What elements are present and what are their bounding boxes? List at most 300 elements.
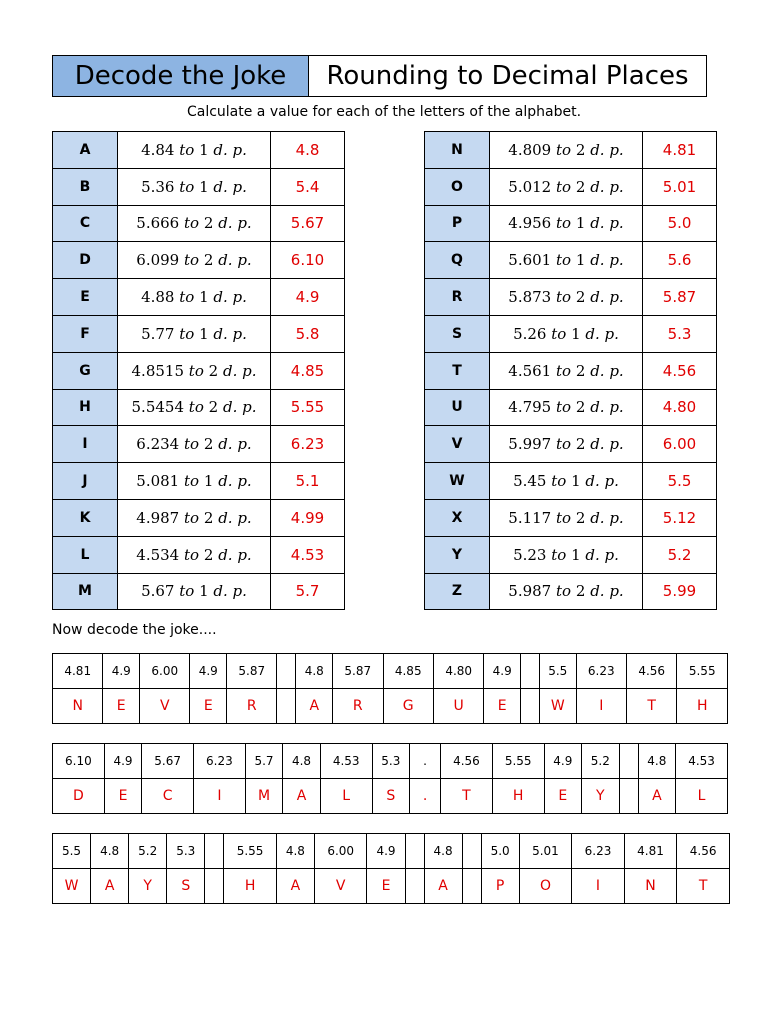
decode-number: 5.67 xyxy=(142,744,194,779)
key-letter: H xyxy=(53,389,118,426)
decode-letter: O xyxy=(519,869,572,904)
decode-number: . xyxy=(410,744,441,779)
key-row xyxy=(425,463,717,500)
expr-to: to xyxy=(179,140,195,159)
expr-number: 5.5454 xyxy=(131,398,185,417)
key-answer: 5.12 xyxy=(643,499,717,536)
key-expression xyxy=(118,315,271,352)
key-letter: I xyxy=(53,426,118,463)
key-expression xyxy=(118,242,271,279)
expr-dp: d. p. xyxy=(213,324,247,343)
decode-letter: M xyxy=(245,779,283,814)
decode-letter: A xyxy=(296,689,333,724)
key-answer: 5.3 xyxy=(643,315,717,352)
decode-letter: V xyxy=(314,869,367,904)
key-letter: Y xyxy=(425,536,490,573)
expr-places: 1 xyxy=(571,324,581,343)
expr-number: 5.23 xyxy=(513,545,547,564)
expr-to: to xyxy=(556,140,572,159)
decode-row-2 xyxy=(52,743,728,814)
expr-places: 2 xyxy=(575,508,586,527)
expr-places: 2 xyxy=(575,435,586,454)
expr-places: 2 xyxy=(575,288,586,307)
key-row xyxy=(53,573,345,610)
word-gap xyxy=(205,834,224,869)
decode-number: 6.00 xyxy=(140,654,190,689)
word-gap xyxy=(462,869,481,904)
key-row xyxy=(53,352,345,389)
decode-letter: A xyxy=(283,779,321,814)
word-gap xyxy=(619,744,638,779)
decode-number: 4.9 xyxy=(484,654,521,689)
decode-number: 4.81 xyxy=(624,834,677,869)
decode-number: 5.3 xyxy=(372,744,410,779)
expr-places: 2 xyxy=(203,435,214,454)
expr-to: to xyxy=(179,288,195,307)
expr-number: 6.099 xyxy=(136,251,180,270)
key-row xyxy=(425,242,717,279)
expr-number: 5.67 xyxy=(141,582,175,601)
key-answer: 4.81 xyxy=(643,132,717,169)
decode-number: 4.80 xyxy=(433,654,483,689)
decode-number: 4.8 xyxy=(91,834,129,869)
expr-number: 4.88 xyxy=(141,288,175,307)
expr-to: to xyxy=(184,251,200,270)
decode-number: 5.5 xyxy=(539,654,576,689)
decode-row-1 xyxy=(52,653,728,724)
expr-dp: d. p. xyxy=(590,508,624,527)
key-letter: F xyxy=(53,315,118,352)
expr-to: to xyxy=(551,472,567,491)
key-expression xyxy=(118,463,271,500)
expr-to: to xyxy=(179,582,195,601)
decode-letter: . xyxy=(410,779,441,814)
key-answer: 5.87 xyxy=(643,279,717,316)
decode-number: 4.9 xyxy=(104,744,142,779)
decode-letter: H xyxy=(492,779,544,814)
decode-letter: L xyxy=(676,779,728,814)
expr-to: to xyxy=(184,214,200,233)
decode-number: 5.55 xyxy=(677,654,728,689)
decode-number: 4.8 xyxy=(638,744,676,779)
decode-number: 4.56 xyxy=(441,744,493,779)
expr-dp: d. p. xyxy=(213,177,247,196)
key-answer: 5.99 xyxy=(643,573,717,610)
expr-to: to xyxy=(556,251,572,270)
expr-dp: d. p. xyxy=(585,324,619,343)
key-row xyxy=(425,315,717,352)
key-answer: 4.8 xyxy=(271,132,345,169)
expr-dp: d. p. xyxy=(585,472,619,491)
decode-number: 4.8 xyxy=(296,654,333,689)
key-row xyxy=(425,279,717,316)
expr-places: 1 xyxy=(575,214,586,233)
expr-places: 2 xyxy=(575,582,586,601)
decode-number: 4.81 xyxy=(53,654,103,689)
key-row xyxy=(53,132,345,169)
key-row xyxy=(425,168,717,205)
title-decode-joke: Decode the Joke xyxy=(53,56,309,96)
decode-letter: C xyxy=(142,779,194,814)
key-letter: Z xyxy=(425,573,490,610)
key-letter: T xyxy=(425,352,490,389)
key-answer: 5.0 xyxy=(643,205,717,242)
key-answer: 5.01 xyxy=(643,168,717,205)
decode-letter: G xyxy=(383,689,433,724)
expr-places: 1 xyxy=(199,288,209,307)
key-expression xyxy=(490,205,643,242)
expr-number: 6.234 xyxy=(136,435,180,454)
key-expression xyxy=(490,352,643,389)
expr-number: 5.36 xyxy=(141,177,175,196)
key-row xyxy=(53,279,345,316)
expr-places: 1 xyxy=(199,140,209,159)
decode-letter: I xyxy=(194,779,246,814)
expr-to: to xyxy=(556,582,572,601)
expr-to: to xyxy=(556,508,572,527)
expr-number: 4.8515 xyxy=(131,361,185,380)
expr-dp: d. p. xyxy=(218,214,252,233)
expr-dp: d. p. xyxy=(213,288,247,307)
expr-number: 4.956 xyxy=(508,214,552,233)
decode-number: 4.8 xyxy=(424,834,462,869)
key-expression xyxy=(118,168,271,205)
key-answer: 5.6 xyxy=(643,242,717,279)
decode-letter: A xyxy=(91,869,129,904)
expr-places: 1 xyxy=(571,545,581,564)
key-expression xyxy=(118,426,271,463)
key-answer: 6.23 xyxy=(271,426,345,463)
word-gap xyxy=(405,834,424,869)
expr-number: 4.987 xyxy=(136,508,180,527)
key-expression xyxy=(118,279,271,316)
expr-number: 5.081 xyxy=(136,472,180,491)
key-row xyxy=(425,499,717,536)
decode-letter: U xyxy=(433,689,483,724)
title-box xyxy=(52,55,707,97)
decode-letter: W xyxy=(539,689,576,724)
expr-places: 2 xyxy=(575,140,586,159)
key-letter: M xyxy=(53,573,118,610)
key-letter: X xyxy=(425,499,490,536)
expr-number: 4.809 xyxy=(508,140,552,159)
expr-places: 2 xyxy=(203,214,214,233)
expr-number: 5.45 xyxy=(513,472,547,491)
decode-letter: E xyxy=(367,869,405,904)
expr-number: 5.26 xyxy=(513,324,547,343)
key-answer: 5.4 xyxy=(271,168,345,205)
expr-places: 2 xyxy=(208,398,219,417)
key-expression xyxy=(490,315,643,352)
key-answer: 6.10 xyxy=(271,242,345,279)
key-expression xyxy=(118,499,271,536)
decode-number: 5.87 xyxy=(227,654,277,689)
key-answer: 4.56 xyxy=(643,352,717,389)
expr-to: to xyxy=(556,435,572,454)
key-expression xyxy=(490,242,643,279)
decode-letter: T xyxy=(677,869,730,904)
key-row xyxy=(425,426,717,463)
decode-number: 4.8 xyxy=(283,744,321,779)
key-answer: 5.7 xyxy=(271,573,345,610)
decode-letter: Y xyxy=(582,779,620,814)
key-answer: 4.85 xyxy=(271,352,345,389)
expr-to: to xyxy=(556,398,572,417)
key-expression xyxy=(490,573,643,610)
expr-dp: d. p. xyxy=(590,361,624,380)
expr-dp: d. p. xyxy=(590,214,624,233)
key-letter: N xyxy=(425,132,490,169)
key-answer: 5.5 xyxy=(643,463,717,500)
expr-to: to xyxy=(556,177,572,196)
expr-dp: d. p. xyxy=(218,251,252,270)
expr-dp: d. p. xyxy=(218,545,252,564)
expr-to: to xyxy=(551,324,567,343)
key-letter: L xyxy=(53,536,118,573)
decode-letter: P xyxy=(481,869,519,904)
expr-places: 1 xyxy=(571,472,581,491)
word-gap xyxy=(619,779,638,814)
decode-letter: T xyxy=(441,779,493,814)
expr-dp: d. p. xyxy=(585,545,619,564)
decode-number: 4.53 xyxy=(320,744,372,779)
expr-to: to xyxy=(184,508,200,527)
decode-number: 4.8 xyxy=(276,834,314,869)
word-gap xyxy=(205,869,224,904)
key-letter: V xyxy=(425,426,490,463)
expr-number: 4.561 xyxy=(508,361,552,380)
decode-instruction: Now decode the joke.... xyxy=(52,622,217,638)
decode-letter: R xyxy=(333,689,383,724)
key-row xyxy=(53,315,345,352)
word-gap xyxy=(277,689,296,724)
decode-number: 5.3 xyxy=(167,834,205,869)
key-row xyxy=(53,463,345,500)
expr-places: 2 xyxy=(575,398,586,417)
decode-number: 5.87 xyxy=(333,654,383,689)
key-answer: 5.67 xyxy=(271,205,345,242)
expr-dp: d. p. xyxy=(590,251,624,270)
decode-number: 5.2 xyxy=(129,834,167,869)
decode-number: 6.00 xyxy=(314,834,367,869)
decode-letter: L xyxy=(320,779,372,814)
instructions: Calculate a value for each of the letters of the alphabet. xyxy=(186,104,582,120)
expr-places: 1 xyxy=(199,582,209,601)
key-answer: 4.80 xyxy=(643,389,717,426)
expr-dp: d. p. xyxy=(590,435,624,454)
expr-to: to xyxy=(179,324,195,343)
decode-letter: N xyxy=(53,689,103,724)
key-answer: 4.99 xyxy=(271,499,345,536)
expr-places: 1 xyxy=(199,324,209,343)
expr-dp: d. p. xyxy=(222,398,257,417)
key-row xyxy=(425,132,717,169)
key-letter: S xyxy=(425,315,490,352)
expr-to: to xyxy=(184,545,200,564)
key-row xyxy=(53,168,345,205)
key-row xyxy=(53,242,345,279)
key-row xyxy=(425,352,717,389)
expr-number: 5.987 xyxy=(508,582,552,601)
decode-number: 6.23 xyxy=(576,654,626,689)
key-expression xyxy=(490,426,643,463)
decode-letter: V xyxy=(140,689,190,724)
expr-places: 1 xyxy=(199,177,209,196)
key-answer: 5.55 xyxy=(271,389,345,426)
key-table-right xyxy=(424,131,717,610)
word-gap xyxy=(462,834,481,869)
expr-dp: d. p. xyxy=(590,582,624,601)
decode-number: 5.7 xyxy=(245,744,283,779)
key-letter: K xyxy=(53,499,118,536)
word-gap xyxy=(277,654,296,689)
expr-dp: d. p. xyxy=(218,472,252,491)
key-answer: 6.00 xyxy=(643,426,717,463)
decode-number: 4.85 xyxy=(383,654,433,689)
expr-to: to xyxy=(184,435,200,454)
key-expression xyxy=(490,132,643,169)
decode-letter: S xyxy=(372,779,410,814)
decode-letter: A xyxy=(638,779,676,814)
expr-dp: d. p. xyxy=(590,177,624,196)
expr-places: 2 xyxy=(203,508,214,527)
decode-letter: E xyxy=(484,689,521,724)
decode-letter: S xyxy=(167,869,205,904)
expr-places: 2 xyxy=(575,177,586,196)
decode-letter: W xyxy=(53,869,91,904)
key-answer: 5.8 xyxy=(271,315,345,352)
key-expression xyxy=(118,536,271,573)
expr-to: to xyxy=(556,288,572,307)
expr-dp: d. p. xyxy=(213,140,247,159)
key-expression xyxy=(490,536,643,573)
decode-number: 4.9 xyxy=(190,654,227,689)
expr-places: 2 xyxy=(575,361,586,380)
key-letter: P xyxy=(425,205,490,242)
decode-number: 4.56 xyxy=(626,654,676,689)
expr-number: 4.84 xyxy=(141,140,175,159)
decode-number: 4.9 xyxy=(544,744,582,779)
word-gap xyxy=(405,869,424,904)
expr-number: 5.117 xyxy=(508,508,552,527)
expr-number: 5.997 xyxy=(508,435,552,454)
decode-number: 5.0 xyxy=(481,834,519,869)
key-answer: 4.53 xyxy=(271,536,345,573)
key-letter: O xyxy=(425,168,490,205)
key-letter: R xyxy=(425,279,490,316)
key-answer: 4.9 xyxy=(271,279,345,316)
key-answer: 5.2 xyxy=(643,536,717,573)
key-expression xyxy=(490,279,643,316)
expr-dp: d. p. xyxy=(590,398,624,417)
title-topic: Rounding to Decimal Places xyxy=(326,61,689,91)
word-gap xyxy=(520,689,539,724)
expr-number: 4.534 xyxy=(136,545,180,564)
decode-number: 6.23 xyxy=(194,744,246,779)
expr-to: to xyxy=(188,398,204,417)
decode-number: 4.9 xyxy=(103,654,140,689)
key-expression xyxy=(118,352,271,389)
key-expression xyxy=(118,573,271,610)
key-row xyxy=(425,536,717,573)
decode-letter: E xyxy=(544,779,582,814)
expr-dp: d. p. xyxy=(218,435,252,454)
decode-number: 5.2 xyxy=(582,744,620,779)
expr-number: 5.601 xyxy=(508,251,552,270)
expr-to: to xyxy=(556,214,572,233)
decode-letter: A xyxy=(424,869,462,904)
expr-dp: d. p. xyxy=(222,361,257,380)
key-row xyxy=(53,389,345,426)
expr-dp: d. p. xyxy=(213,582,247,601)
decode-number: 4.56 xyxy=(677,834,730,869)
expr-dp: d. p. xyxy=(590,288,624,307)
decode-letter: E xyxy=(103,689,140,724)
key-letter: Q xyxy=(425,242,490,279)
key-letter: B xyxy=(53,168,118,205)
expr-to: to xyxy=(551,545,567,564)
key-expression xyxy=(490,499,643,536)
expr-number: 5.873 xyxy=(508,288,552,307)
decode-letter: H xyxy=(677,689,728,724)
decode-letter: R xyxy=(227,689,277,724)
decode-letter: Y xyxy=(129,869,167,904)
key-expression xyxy=(118,205,271,242)
key-table-left xyxy=(52,131,345,610)
expr-to: to xyxy=(179,177,195,196)
decode-number: 5.01 xyxy=(519,834,572,869)
key-letter: C xyxy=(53,205,118,242)
key-expression xyxy=(118,132,271,169)
decode-row-3 xyxy=(52,833,730,904)
expr-to: to xyxy=(184,472,200,491)
key-letter: A xyxy=(53,132,118,169)
key-row xyxy=(53,205,345,242)
decode-letter: T xyxy=(626,689,676,724)
decode-number: 6.23 xyxy=(572,834,625,869)
decode-number: 5.55 xyxy=(492,744,544,779)
decode-letter: E xyxy=(190,689,227,724)
decode-number: 6.10 xyxy=(53,744,105,779)
key-expression xyxy=(490,389,643,426)
key-answer: 5.1 xyxy=(271,463,345,500)
expr-places: 1 xyxy=(203,472,214,491)
decode-number: 4.53 xyxy=(676,744,728,779)
expr-number: 5.666 xyxy=(136,214,180,233)
key-letter: J xyxy=(53,463,118,500)
key-row xyxy=(425,389,717,426)
decode-letter: H xyxy=(224,869,277,904)
key-letter: E xyxy=(53,279,118,316)
expr-dp: d. p. xyxy=(590,140,624,159)
key-row xyxy=(425,205,717,242)
key-expression xyxy=(490,463,643,500)
expr-dp: d. p. xyxy=(218,508,252,527)
key-expression xyxy=(118,389,271,426)
decode-number: 5.5 xyxy=(53,834,91,869)
expr-places: 2 xyxy=(208,361,219,380)
key-row xyxy=(425,573,717,610)
expr-places: 1 xyxy=(575,251,586,270)
key-row xyxy=(53,536,345,573)
decode-letter: I xyxy=(572,869,625,904)
key-row xyxy=(53,426,345,463)
key-letter: D xyxy=(53,242,118,279)
expr-number: 4.795 xyxy=(508,398,552,417)
key-letter: W xyxy=(425,463,490,500)
decode-letter: A xyxy=(276,869,314,904)
expr-places: 2 xyxy=(203,251,214,270)
